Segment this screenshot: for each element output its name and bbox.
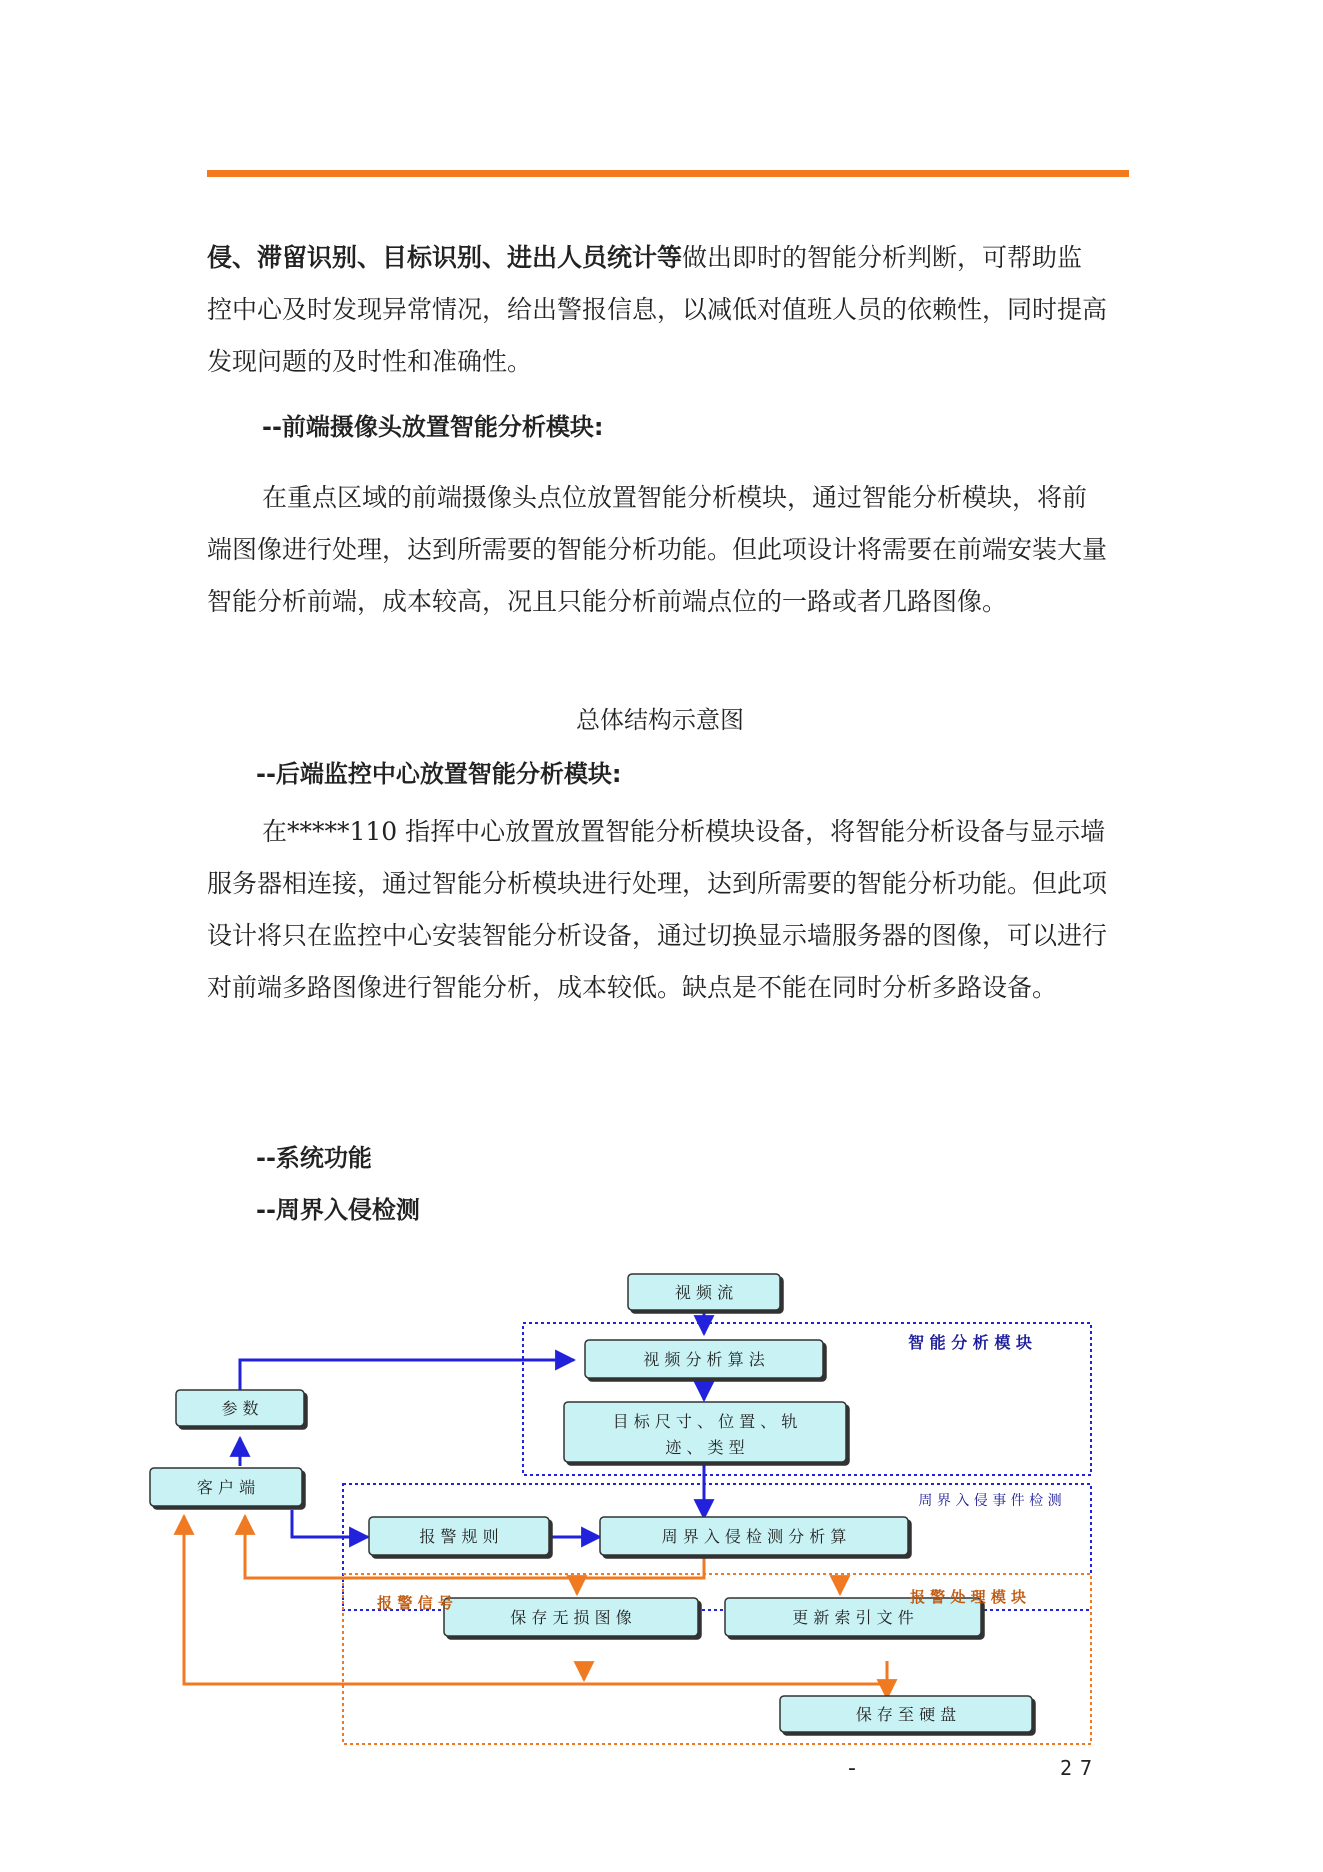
perimeter-flow-diagram xyxy=(140,1260,1100,1760)
heading-frontend: --前端摄像头放置智能分析模块: xyxy=(262,413,604,441)
target-attributes-line2: 迹 、 类 型 xyxy=(665,1438,745,1457)
figure-caption: 总体结构示意图 xyxy=(576,706,744,734)
heading-backend: --后端监控中心放置智能分析模块: xyxy=(256,760,622,788)
paragraph-1-bold: 侵、滞留识别、目标识别、进出人员统计等 xyxy=(207,243,683,272)
smart-module-label: 智 能 分 析 模 块 xyxy=(908,1333,1032,1352)
page-number: 27 xyxy=(1060,1756,1101,1780)
perimeter-calc-label: 周 界 入 侵 检 测 分 析 算 xyxy=(661,1527,847,1546)
target-attributes-line1: 目 标 尺 寸 、 位 置 、 轨 xyxy=(612,1412,798,1431)
heading-perimeter: --周界入侵检测 xyxy=(256,1196,420,1224)
client-label: 客 户 端 xyxy=(196,1478,256,1497)
video-stream-label: 视 频 流 xyxy=(674,1283,734,1302)
heading-system-function: --系统功能 xyxy=(256,1144,372,1172)
save-image-label: 保 存 无 损 图 像 xyxy=(510,1608,632,1627)
paragraph-2: 在重点区域的前端摄像头点位放置智能分析模块，通过智能分析模块，将前端图像进行处理，达到所需要的智能分析功能。但此项设计将需要在前端安装大量智能分析前端，成本较高，况且只能分析前端点位的一路或者几路图像。 xyxy=(207,483,1108,616)
alarm-module-label: 报 警 处 理 模 块 xyxy=(909,1588,1027,1606)
header-rule xyxy=(207,170,1129,177)
footer-dash: - xyxy=(848,1756,856,1781)
alarm-signal-label: 报 警 信 号 xyxy=(377,1594,453,1612)
save-disk-label: 保 存 至 硬 盘 xyxy=(855,1705,957,1724)
params-label: 参 数 xyxy=(221,1399,259,1418)
alarm-rule-label: 报 警 规 则 xyxy=(419,1527,499,1546)
video-algo-label: 视 频 分 析 算 法 xyxy=(643,1350,765,1369)
paragraph-3: 在*****110 指挥中心放置放置智能分析模块设备，将智能分析设备与显示墙服务器相连接，通过智能分析模块进行处理，达到所需要的智能分析功能。但此项设计将只在监控中心安装智能分析设备，通过切换显示墙服务器的图像，可以进行对前端多路图像进行智能分析，成本较低。缺点是不能在同时分析多路设备。 xyxy=(207,817,1108,1002)
paragraph-1 xyxy=(207,232,1107,388)
paragraph-1-text: 做出即时的智能分析判断，可帮助监控中心及时发现异常情况，给出警报信息，以减低对值班人员的依赖性，同时提高发现问题的及时性和准确性。 xyxy=(207,243,1108,376)
perimeter-event-label: 周 界 入 侵 事 件 检 测 xyxy=(918,1493,1062,1509)
update-index-label: 更 新 索 引 文 件 xyxy=(792,1608,914,1627)
